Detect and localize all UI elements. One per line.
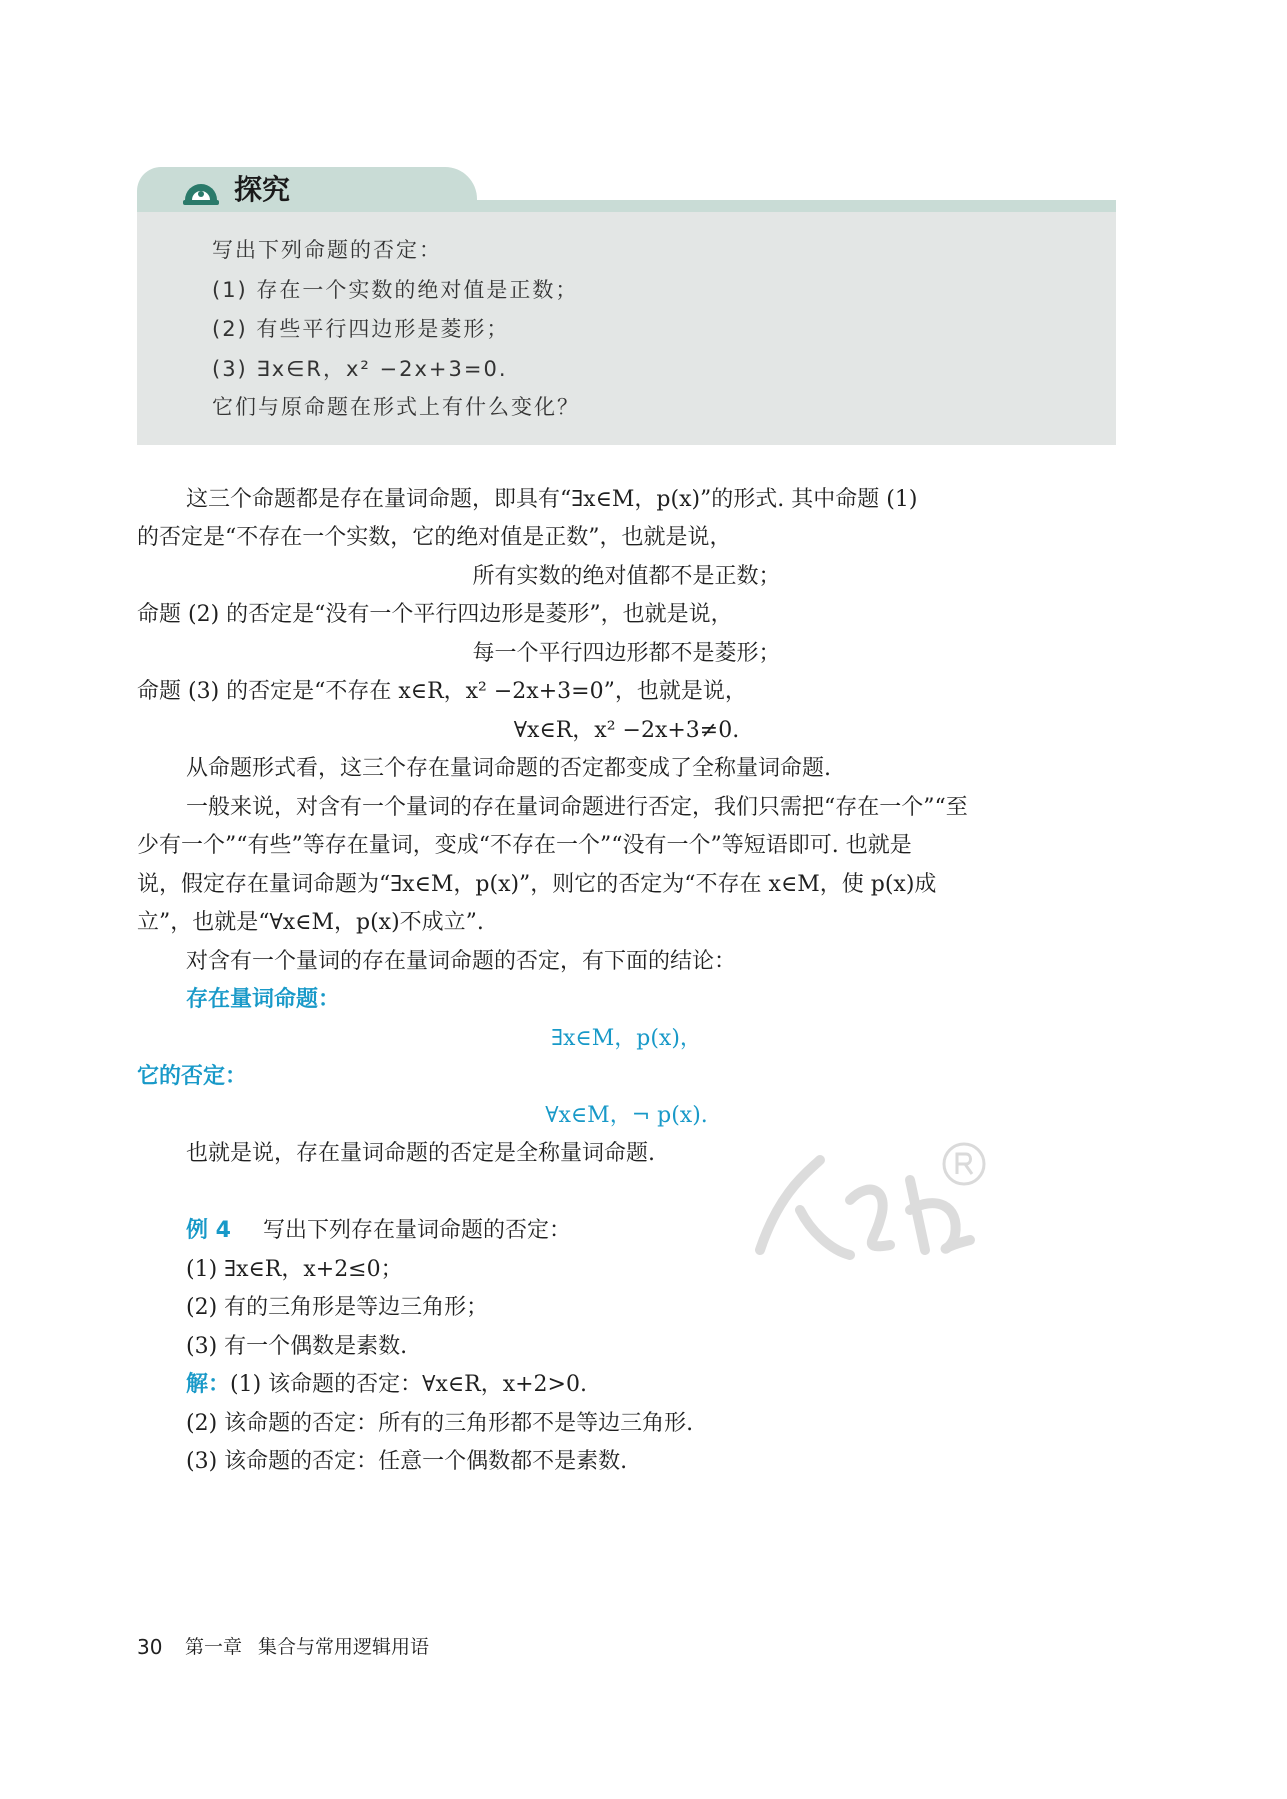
explore-line-3: (2) 有些平行四边形是菱形；	[212, 317, 510, 341]
paragraph-5-line-3: 说，假定存在量词命题为“∃x∈M，p(x)”，则它的否定为“不存在 x∈M，使 p(x)成	[137, 872, 937, 897]
paragraph-4: 从命题形式看，这三个存在量词命题的否定都变成了全称量词命题.	[186, 756, 831, 781]
paragraph-2: 命题 (2) 的否定是“没有一个平行四边形是菱形”，也就是说，	[137, 602, 733, 627]
example-item-2: (2) 有的三角形是等边三角形；	[186, 1295, 489, 1320]
example-header	[186, 1216, 571, 1246]
explore-icon	[181, 172, 221, 208]
paragraph-5-line-2: 少有一个”“有些”等存在量词，变成“不存在一个”“没有一个”等短语即可. 也就是	[137, 833, 912, 858]
paragraph-7: 也就是说，存在量词命题的否定是全称量词命题.	[186, 1141, 655, 1166]
existential-label: 存在量词命题：	[186, 987, 341, 1012]
centered-formula-3: ∀x∈R，x² −2x+3≠0.	[513, 718, 740, 743]
chapter-title: 集合与常用逻辑用语	[258, 1636, 430, 1658]
example-item-1: (1) ∃x∈R，x+2≤0；	[186, 1257, 403, 1282]
negation-formula: ∀x∈M，¬ p(x).	[545, 1103, 708, 1128]
explore-line-4: (3) ∃x∈R，x² −2x+3=0.	[212, 357, 508, 381]
explore-line-5: 它们与原命题在形式上有什么变化？	[212, 395, 580, 419]
centered-statement-2: 每一个平行四边形都不是菱形；	[472, 641, 781, 666]
solution-line-1	[186, 1370, 587, 1400]
solution-3: (3) 该命题的否定：任意一个偶数都不是素数.	[186, 1449, 628, 1474]
solution-label: 解：	[186, 1372, 231, 1397]
explore-title: 探究	[234, 173, 291, 206]
solution-1: (1) 该命题的否定：∀x∈R，x+2>0.	[230, 1372, 587, 1397]
paragraph-1-line-2: 的否定是“不存在一个实数，它的绝对值是正数”，也就是说，	[137, 525, 732, 550]
example-label: 例 4	[186, 1218, 231, 1243]
example-prompt: 写出下列存在量词命题的否定：	[262, 1218, 571, 1243]
negation-label: 它的否定：	[137, 1064, 248, 1089]
paragraph-6: 对含有一个量词的存在量词命题的否定，有下面的结论：	[186, 949, 737, 974]
explore-line-1: 写出下列命题的否定：	[212, 238, 442, 262]
existential-formula: ∃x∈M，p(x)，	[551, 1026, 702, 1051]
page-number: 30	[137, 1635, 163, 1659]
chapter-number: 第一章	[185, 1636, 243, 1658]
solution-2: (2) 该命题的否定：所有的三角形都不是等边三角形.	[186, 1411, 694, 1436]
explore-line-2: (1) 存在一个实数的绝对值是正数；	[212, 278, 579, 302]
paragraph-3: 命题 (3) 的否定是“不存在 x∈R，x² −2x+3=0”，也就是说，	[137, 679, 747, 704]
example-item-3: (3) 有一个偶数是素数.	[186, 1334, 408, 1359]
paragraph-5-line-1: 一般来说，对含有一个量词的存在量词命题进行否定，我们只需把“存在一个”“至	[186, 795, 968, 820]
paragraph-1-line-1: 这三个命题都是存在量词命题，即具有“∃x∈M，p(x)”的形式. 其中命题 (1)	[186, 487, 918, 512]
centered-statement-1: 所有实数的绝对值都不是正数；	[472, 564, 781, 589]
paragraph-5-line-4: 立”，也就是“∀x∈M，p(x)不成立”.	[137, 910, 484, 935]
registered-mark-icon	[940, 1140, 988, 1188]
